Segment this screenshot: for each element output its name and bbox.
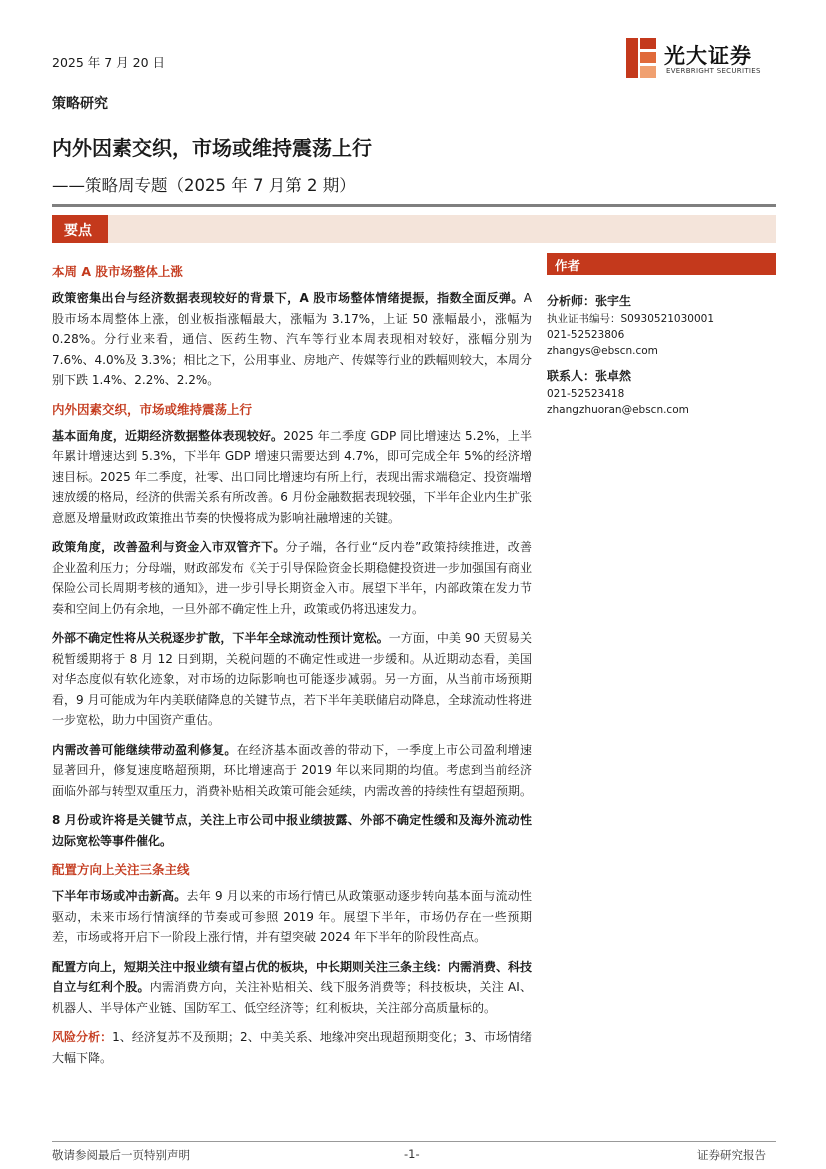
paragraph-text: 一方面，中美 90 天贸易关税暂缓期将于 8 月 12 日到期，关税问题的不确定性或进一步缓和。从近期动态看，美国对华态度似有软化迹象，对市场的边际影响也可能逐步减弱。另一方面，从当前市场预期看，9 月可能成为年内美联储降息的关键节点，若下半年美联储启动降息，全球流动性将进一步宽松，助力中国资产重估。 [52,631,532,727]
paragraph-lead: 基本面角度，近期经济数据整体表现较好。 [52,428,284,443]
paragraph-lead: 8 月份或许将是关键节点，关注上市公司中报业绩披露、外部不确定性缓和及海外流动性边际宽松等事件催化。 [52,813,532,848]
analyst-block [547,291,776,359]
paragraph [52,426,532,529]
author-header [547,253,776,275]
analyst-phone: 021-52523806 [547,329,625,341]
paragraph [52,957,532,1019]
paragraph-lead: 配置方向上，短期关注中报业绩有望占优的板块，中长期则关注三条主线：内需消费、科技自立与红利个股。 [52,959,533,994]
keypoints-label: 要点 [64,223,92,239]
main-column [52,262,532,1077]
report-date: 2025 年 7 月 20 日 [52,55,166,70]
analyst-name: 分析师：张宇生 [547,294,632,308]
paragraph [52,886,532,948]
paragraph-text: 内需消费方向，关注补贴相关、线下服务消费等；科技板块，关注 AI、机器人、半导体产业链、国防军工、低空经济等；红利板块，关注部分高质量标的。 [52,980,532,1015]
paragraph-lead: 下半年市场或冲击新高。 [52,889,187,903]
risk-text: 1、经济复苏不及预期；2、中美关系、地缘冲突出现超预期变化；3、市场情绪大幅下降。 [52,1030,532,1065]
paragraph [52,740,532,802]
analyst-email: zhangys@ebscn.com [547,345,658,357]
contact-phone: 021-52523418 [547,388,625,400]
footer-divider [52,1141,776,1142]
everbright-logo-icon [626,38,656,78]
paragraph [52,537,532,619]
contact-block [547,366,776,418]
logo-english: EVERBRIGHT SECURITIES [666,67,761,75]
paragraph-lead: 政策角度，改善盈利与资金入市双管齐下。 [52,540,286,554]
section-heading: 内外因素交织，市场或维持震荡上行 [52,401,253,417]
risk-paragraph [52,1027,532,1068]
paragraph-text: 在经济基本面改善的带动下，一季度上市公司盈利增速显著回升，修复速度略超预期，环比增速高于 2019 年以来同期的均值。考虑到当前经济面临外部与转型双重压力，消费补贴相关政策可能会延续，内需改善的持续性有望超预期。 [52,742,533,798]
author-header-label: 作者 [555,258,581,273]
paragraph-text: 去年 9 月以来的市场行情已从政策驱动逐步转向基本面与流动性驱动，未来市场行情演绎的节奏或可参照 2019 年。展望下半年，市场仍存在一些预期差，市场或将开启下一阶段上涨行情，并有望突破 2024 年下半年的阶段性高点。 [52,889,532,944]
contact-name: 联系人：张卓然 [547,369,632,383]
paragraph-text: 分子端，各行业“反内卷”政策持续推进，改善企业盈利压力；分母端，财政部发布《关于引导保险资金长期稳健投资进一步加强国有商业保险公司长周期考核的通知》，进一步引导长期资金入市。展望下半年，内部政策在发力节奏和空间上仍有余地，一旦外部不确定性上升，政策或仍将迅速发力。 [52,540,533,616]
report-title: 内外因素交织，市场或维持震荡上行 [52,136,372,160]
report-subtitle: ——策略周专题（2025 年 7 月第 2 期） [52,176,356,195]
keypoints-banner [52,215,776,243]
everbright-logo [626,38,776,82]
page-number: -1- [404,1147,420,1161]
section-heading: 本周 A 股市场整体上涨 [52,264,183,279]
paragraph-lead: 政策密集出台与经济数据表现较好的背景下，A 股市场整体情绪提振，指数全面反弹。 [52,291,524,305]
logo-chinese: 光大证券 [664,44,752,68]
section-heading: 配置方向上关注三条主线 [52,862,190,877]
paragraph-text: 2025 年二季度 GDP 同比增速达 5.2%，上半年累计增速达到 5.3%，下半年 GDP 增速只需要达到 4.7%，即可完成全年 5%的经济增速目标。2025 年二季度，社零、出口同比增速均有所上行，表现出需求端稳定、投资端增速放缓的格局，经济的供需关系有所改善。6 月份金融数据表现较强，下半年企业内生扩张意愿及增量财政政策推出节奏的快慢将成为影响社融增速的关键。 [52,428,532,525]
header-divider [52,204,776,207]
paragraph-lead: 内需改善可能继续带动盈利修复。 [52,742,237,757]
analyst-cert: 执业证书编号：S0930521030001 [547,313,715,325]
paragraph-text: A 股市场本周整体上涨，创业板指涨幅最大，涨幅为 3.17%，上证 50 涨幅最小，涨幅为 0.28%。分行业来看，通信、医药生物、汽车等行业本周表现相对较好，涨幅分别为 7.6%、4.0%及 3.3%；相比之下，公用事业、房地产、传媒等行业的跌幅则较大，本周分别下跌 1.4%、2.2%、2.2%。 [52,291,532,387]
risk-lead: 风险分析： [52,1030,113,1044]
footer-report-type: 证券研究报告 [697,1148,766,1162]
paragraph-lead: 外部不确定性将从关税逐步扩散，下半年全球流动性预计宽松。 [52,631,389,645]
footer-disclaimer-link: 敬请参阅最后一页特别声明 [52,1148,190,1162]
paragraph [52,628,532,731]
report-category: 策略研究 [52,96,108,112]
paragraph [52,288,532,391]
paragraph [52,810,532,851]
contact-email: zhangzhuoran@ebscn.com [547,404,689,416]
